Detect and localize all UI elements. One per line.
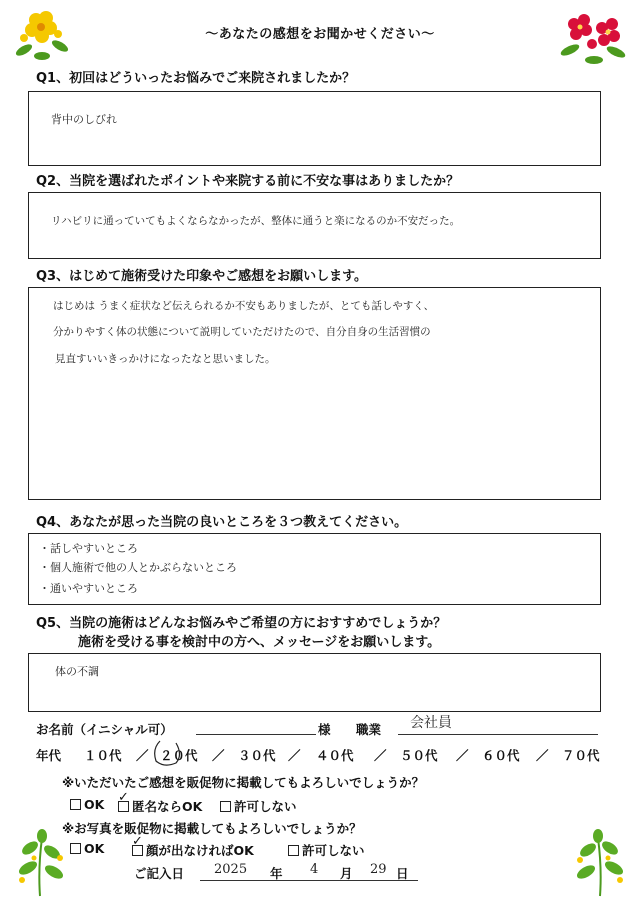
age-separator: ／ [374,748,387,763]
consent1-option-deny[interactable]: 許可しない [220,797,297,815]
q2-answer-box[interactable] [28,192,601,259]
q3-answer-line: 見直すいいきっかけになったなと思いました。 [55,353,276,365]
age-option-50s[interactable]: ５０代 [400,748,438,763]
date-month-unit: 月 [340,866,353,881]
consent2-check-mark-icon: ✓ [132,834,143,849]
q5-answer-box[interactable] [28,653,601,712]
q5-answer: 体の不調 [55,665,99,678]
selected-age-circle-icon [150,735,186,769]
q1-question: Q1、初回はどういったお悩みでご来院されましたか？ [36,71,356,86]
date-year-unit: 年 [270,866,283,881]
consent2-question: ※お写真を販促物に掲載してもよろしいでしょうか？ [62,821,362,836]
age-row [0,746,640,766]
checkbox-icon [288,845,299,856]
name-label: お名前（イニシャル可） [36,722,173,737]
age-separator: ／ [288,748,301,763]
age-option-40s[interactable]: ４０代 [316,748,354,763]
occupation-value: 会社員 [410,715,452,731]
q4-answer-box[interactable] [28,533,601,605]
q3-answer-line: 分かりやすく体の状態について説明していただけたので、自分自身の生活習慣の [53,326,431,338]
date-day: 29 [370,862,387,877]
age-separator: ／ [456,748,469,763]
age-label: 年代 [36,748,62,763]
q5-question-line2: 施術を受ける事を検討中の方へ、メッセージをお願いします。 [78,635,441,650]
consent2-option-deny[interactable]: 許可しない [288,841,365,859]
q3-question: Q3、はじめて施術受けた印象やご感想をお願いします。 [36,269,368,284]
consent1-check-mark-icon: ✓ [118,790,129,805]
name-field[interactable] [196,734,316,735]
age-option-30s[interactable]: ３０代 [238,748,276,763]
date-label: ご記入日 [134,866,185,881]
right-bottom-leaf-icon [568,828,630,898]
date-month: 4 [310,862,319,877]
date-field[interactable] [200,880,418,881]
checkbox-icon [220,801,231,812]
consent1-option-anonymous[interactable]: 匿名ならOK [118,797,202,815]
q3-answer-line: はじめは うまく症状など伝えられるか不安もありましたが、とても話しやすく、 [53,300,435,312]
q4-answer-item: ・通いやすいところ [39,582,138,595]
age-option-20s[interactable]: ２０代 [160,748,198,763]
consent2-option-no-face[interactable]: 顔が出なければOK [132,841,254,859]
age-option-70s[interactable]: ７０代 [562,748,600,763]
left-bottom-leaf-icon [10,828,72,898]
age-option-10s[interactable]: １０代 [84,748,122,763]
name-honorific: 様 [318,722,331,737]
checkbox-icon [70,799,81,810]
age-separator: ／ [536,748,549,763]
consent1-question: ※いただいたご感想を販促物に掲載してもよろしいでしょうか？ [62,775,425,790]
page-title: ～あなたの感想をお聞かせください～ [205,27,435,42]
consent2-option-ok[interactable]: OK [70,841,104,856]
occupation-label: 職業 [356,722,382,737]
q4-answer-item: ・話しやすいところ [39,542,138,555]
q4-question: Q4、あなたが思った当院の良いところを３つ教えてください。 [36,515,408,530]
q1-answer-box[interactable] [28,91,601,166]
q4-answer-item: ・個人施術で他の人とかぶらないところ [39,561,237,574]
age-option-60s[interactable]: ６０代 [482,748,520,763]
occupation-field[interactable] [398,734,598,735]
consent1-option-ok[interactable]: OK [70,797,104,812]
q5-question-line1: Q5、当院の施術はどんなお悩みやご希望の方におすすめでしょうか？ [36,616,447,631]
q2-answer: リハビリに通っていてもよくならなかったが、整体に通うと楽になるのか不安だった。 [51,215,461,227]
date-day-unit: 日 [396,866,409,881]
age-separator: ／ [212,748,225,763]
date-year: 2025 [214,862,248,877]
age-separator: ／ [136,748,149,763]
q3-answer-box[interactable] [28,287,601,500]
checkbox-icon [70,843,81,854]
q2-question: Q2、当院を選ばれたポイントや来院する前に不安な事はありましたか？ [36,174,460,189]
q1-answer: 背中のしびれ [51,113,117,126]
